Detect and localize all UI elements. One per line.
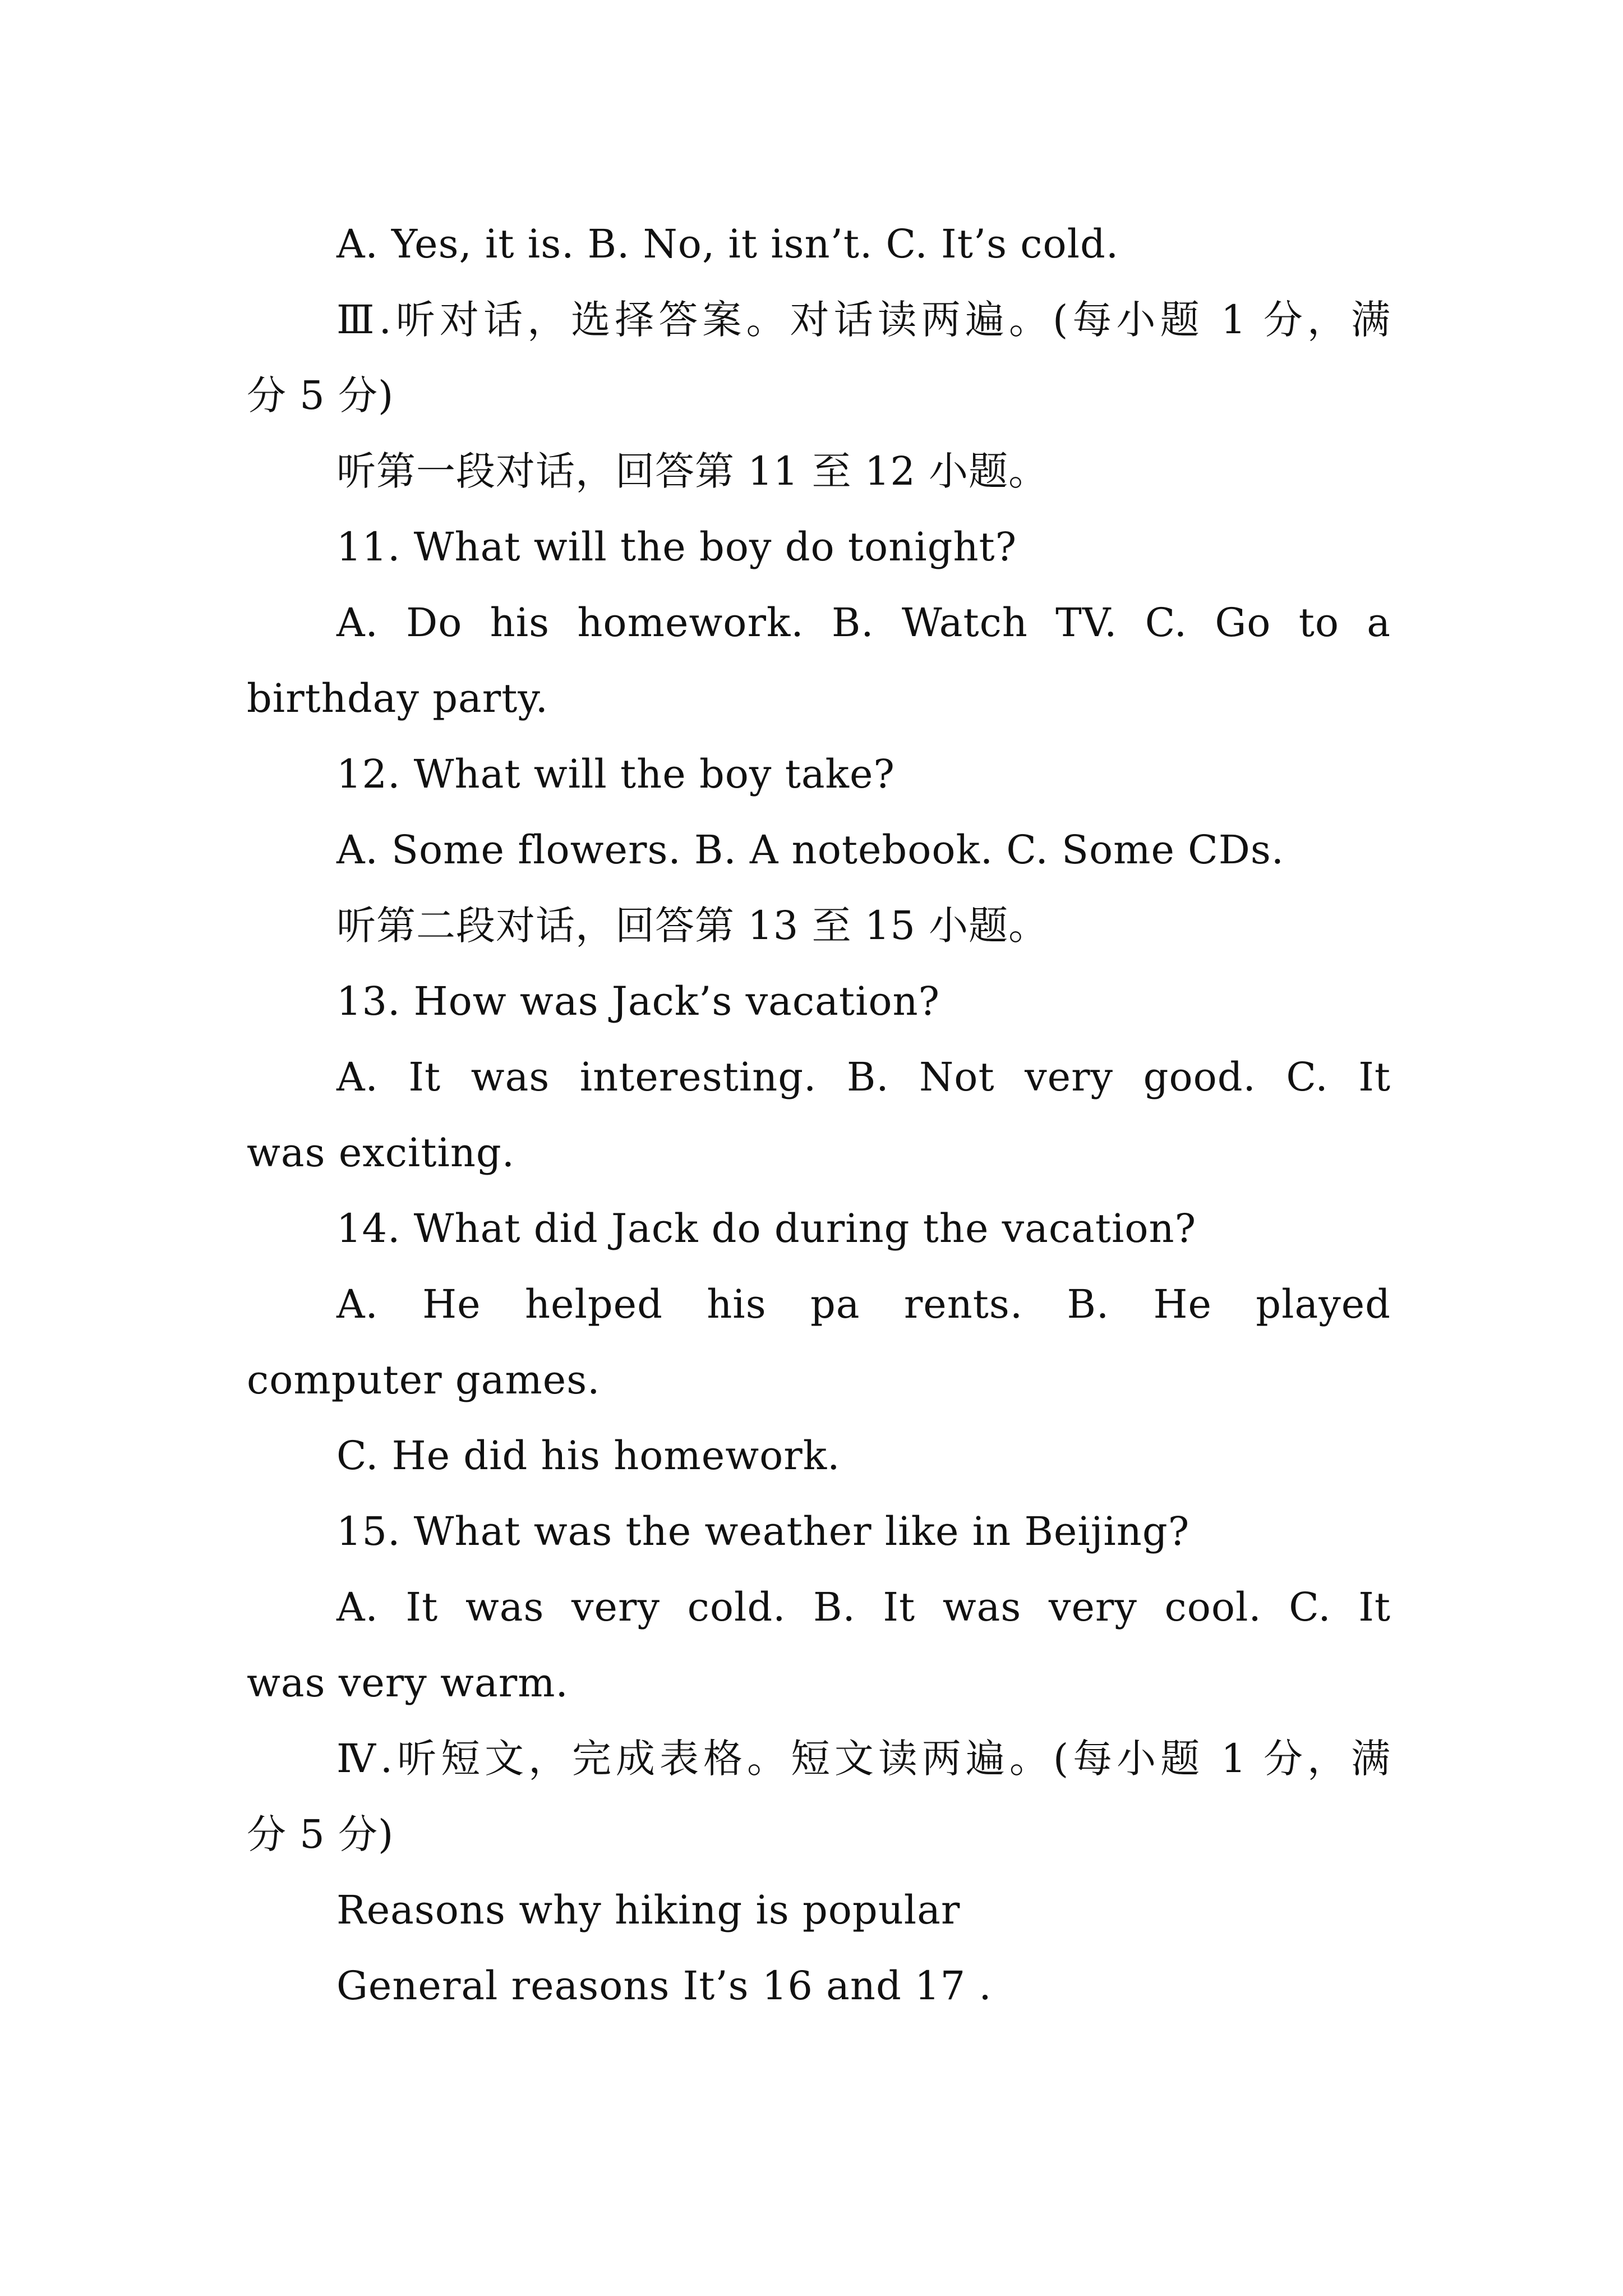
q13-options: A. It was interesting. B. Not very good. C. It — [336, 1054, 1391, 1100]
question-11: 11. What will the boy do tonight? — [336, 524, 1017, 570]
table-title: Reasons why hiking is popular — [336, 1887, 961, 1933]
section-4-heading: Ⅳ.听短文，完成表格。短文读两遍。(每小题 1 分，满 — [336, 1736, 1391, 1782]
section-3-heading-cont: 分 5 分) — [247, 372, 394, 418]
q15-options-cont: was very warm. — [247, 1660, 569, 1706]
section-4-heading-cont: 分 5 分) — [247, 1811, 394, 1857]
q13-options-cont: was exciting. — [247, 1130, 515, 1176]
q11-options: A. Do his homework. B. Watch TV. C. Go to a — [336, 600, 1391, 646]
q14-option-c: C. He did his homework. — [336, 1433, 841, 1479]
question-13: 13. How was Jack’s vacation? — [336, 978, 940, 1024]
question-14: 14. What did Jack do during the vacation? — [336, 1205, 1197, 1251]
dialogue-1-instruction: 听第一段对话，回答第 11 至 12 小题。 — [336, 448, 1049, 494]
q14-options-cont: computer games. — [247, 1357, 601, 1403]
section-3-heading: Ⅲ.听对话，选择答案。对话读两遍。(每小题 1 分，满 — [336, 297, 1391, 343]
q10-options: A. Yes, it is. B. No, it isn’t. C. It’s cold. — [336, 221, 1119, 267]
q11-options-cont: birthday party. — [247, 675, 548, 721]
question-15: 15. What was the weather like in Beijing? — [336, 1508, 1190, 1554]
q12-options: A. Some flowers. B. A notebook. C. Some CDs. — [336, 827, 1284, 873]
q14-options: A. He helped his pa rents. B. He played — [336, 1281, 1391, 1327]
q15-options: A. It was very cold. B. It was very cool. C. It — [336, 1584, 1391, 1630]
table-row-general-reasons: General reasons It’s 16 and 17 . — [336, 1963, 992, 2009]
question-12: 12. What will the boy take? — [336, 751, 895, 797]
dialogue-2-instruction: 听第二段对话，回答第 13 至 15 小题。 — [336, 903, 1049, 949]
